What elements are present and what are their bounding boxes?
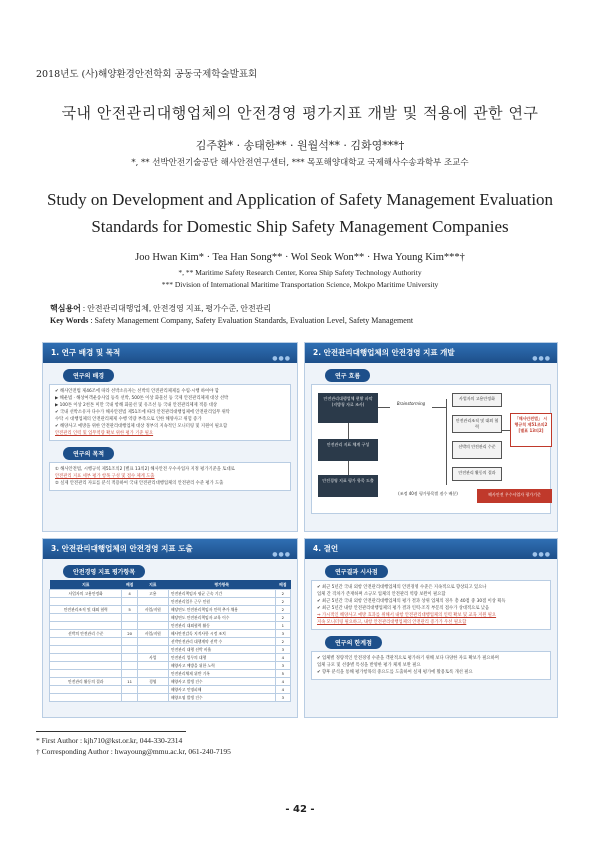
table-header-cell: 평가항목 [168,580,275,590]
finding-line: ✔ 최근 5년간 국내 외항 안전관리대행업체의 평가 결과 상위 업체의 경우 총 40점 중 30점 이상 획득 [317,599,506,604]
keywords-english-text: : Safety Management Company, Safety Evaluation Standards, Evaluation Level, Safety Management [90,316,414,325]
panel-title: 1. 연구 배경 및 목적 [51,348,121,357]
title-english [0,186,600,240]
table-cell: 5 [122,606,137,614]
table-cell [50,686,122,694]
affiliation-korean: *, ** 선박안전기술공단 해사안전연구센터, *** 목포해양대학교 국제해사수송과학부 조교수 [131,158,469,168]
subheading-purpose: 연구의 목적 [63,447,114,460]
table-cell: 안전관리 대행 선박 비율 [168,646,275,654]
finding-line: ✔ 최근 5년간 내항 안전관리대행업체의 평가 결과 인력·조직 부문의 점수가 상대적으로 낮음 [317,606,490,611]
affiliation-english-2: *** Division of International Maritime Transportation Science, Mokpo Maritime University [161,280,439,289]
table-cell [137,614,168,622]
title-korean: 국내 안전관리대행업체의 안전경영 평가지표 개발 및 적용에 관한 연구 [61,104,539,122]
table-cell: 해당연도 안전관리책임자 교육 이수 [168,614,275,622]
table-row [50,678,291,686]
table-cell: 1 [275,622,290,630]
table-cell: 사업/지원 [137,606,168,614]
table-cell [50,614,122,622]
table-cell: 선박의 안전관리 수준 [50,630,122,638]
table-cell [137,646,168,654]
flow-group-1: 사업자의 고용안정화 [452,393,502,407]
limit-line: ✔ 업체별 정량적인 안전경영 수준을 객관적으로 평가하기 위해 보다 다양한 자료 확보가 필요하며 [317,656,499,661]
table-cell: 안전관리 활동의 결과 [50,678,122,686]
table-cell [50,654,122,662]
flow-step-items: 안전경영 지표 평가 항목 도출 [318,475,378,497]
table-cell [137,662,168,670]
table-cell [122,654,137,662]
table-cell [122,646,137,654]
table-cell: 해당연도 안전관리책임자 인력 추가 채용 [168,606,275,614]
table-cell [137,598,168,606]
keywords-korean [50,303,271,314]
table-cell [122,670,137,678]
table-cell [122,686,137,694]
finding-line: ✔ 최근 5년간 국내 외항 안전관리대행업체의 안전경영 수준은 지속적으로 향상되고 있으나 [317,585,487,590]
table-cell: 3 [275,630,290,638]
page-number: - 42 - [285,804,315,815]
authors-english: Joo Hwan Kim* · Tea Han Song** · Wol Seok Won** · Hwa Young Kim***† [135,252,465,263]
finding-line: 업체 간 격차가 존재하며 소규모 업체의 안전관리 역량 보완이 필요함 [317,592,446,597]
flow-note: (조정 40점 평가항목별 점수 배분) [382,489,474,501]
table-row [50,590,291,598]
panel-header [43,343,297,363]
decorative-dots-icon: ●●● [272,355,291,362]
table-cell: 3 [275,694,290,702]
flow-group-2: 안전관리조직 및 대외 협력 [452,415,502,433]
keywords-english [50,316,413,325]
table-cell: 선박안전관리 대행계약 선박 수 [168,638,275,646]
table-row [50,694,291,702]
flow-result-red: 해사안전 우수사업자 평가기준 [477,489,552,503]
poster-panel-derivation [42,538,298,718]
keywords-english-label: Key Words [50,316,89,325]
table-header-row [50,580,291,590]
panel-header [43,539,297,559]
poster-panel-conclusion [304,538,558,718]
table-row [50,670,291,678]
subheading-limits: 연구의 한계점 [325,636,382,649]
table-cell: 안전관리 업무의 대행 [168,654,275,662]
flow-step-sublabel: (지방청 자료 조사) [331,402,365,407]
limits-box [311,651,551,680]
table-row [50,622,291,630]
table-cell [50,646,122,654]
poster-panel-background [42,342,298,532]
research-flow-diagram [311,384,551,514]
table-cell [137,670,168,678]
panel-title: 2. 안전관리대행업체의 안전경영 지표 개발 [313,348,455,357]
table-row [50,606,291,614]
table-row [50,662,291,670]
table-header-cell: 배점 [275,580,290,590]
table-cell [122,614,137,622]
flow-connector [348,423,349,439]
table-cell [122,694,137,702]
table-row [50,638,291,646]
table-cell [50,638,122,646]
table-cell: 사업/지원 [137,630,168,638]
table-cell: 2 [275,614,290,622]
purpose-line: ② 실제 안전관리 자료를 분석 적용하여 국내 안전관리대행업체의 안전관리 수준 평가 도출 [55,481,224,486]
panel-header [305,343,557,363]
table-cell: 안전관리체제 위반 기록 [168,670,275,678]
table-cell [122,598,137,606]
table-header-cell: 지표 [50,580,122,590]
flow-connector [348,461,349,475]
table-cell: 경영 [137,678,168,686]
table-cell: 5 [275,670,290,678]
table-row [50,598,291,606]
table-cell: 4 [275,654,290,662]
footnote-corresponding-author: † Corresponding Author : hwayoung@mmu.ac.kr, 061-240-7195 [36,747,231,756]
limit-line: ✔ 향후 분석을 통해 평가항목의 중요도를 도출하여 실제 평가에 활용토록 개선 필요 [317,670,473,675]
table-cell [137,622,168,630]
panel-title: 3. 안전관리대행업체의 안전경영 지표 도출 [51,544,193,553]
table-cell [137,694,168,702]
purpose-line: ① 해사안전법, 시행규칙 제51조의2 [별표 13의2] 해사안전 우수사업자 지정 평가기준을 토대로 [55,467,235,472]
table-cell: 2 [275,606,290,614]
indicator-table [49,580,291,702]
table-cell: 사업 [137,654,168,662]
flow-group-4: 안전관리 활동의 결과 [452,467,502,481]
affiliation-english-1: *, ** Maritime Safety Research Center, Korea Ship Safety Technology Authority [178,268,422,277]
background-line: 수탁 시 대행업체의 안전관리체제 수행 역량 부족으로 인한 해양사고 위험 증가 [55,417,202,422]
panel-header [305,539,557,559]
background-line: ▶ 100톤 이상 2천톤 미만 국내 항해 화물선 및 유조선 등 국내 안전관리체제 적용 대상 [55,403,218,408]
flow-step-label: 안전관리대행업체 현황 파악 [323,396,373,401]
table-cell: 2 [275,598,290,606]
table-row [50,654,291,662]
table-cell: 고용 [137,590,168,598]
table-cell: 4 [275,686,290,694]
table-cell: 20 [122,630,137,638]
table-header-cell: 지표 [137,580,168,590]
table-row [50,630,291,638]
table-cell: 4 [275,678,290,686]
purpose-line: 안전관리 지표 세부 평가 항목 구성 및 점수 체계 도출 [55,474,155,479]
table-cell [50,694,122,702]
poster-panel-indicators [304,342,558,532]
title-english-line-2: Standards for Domestic Ship Safety Management Companies [91,217,509,236]
table-cell [137,686,168,694]
background-box [49,384,291,441]
table-cell: 해양사고 인명피해 [168,686,275,694]
background-line: ✔ 해양사고 예방을 위한 안전관리대행업체 대상 정부의 지속적인 모니터링 및 지원이 필요함 [55,424,228,429]
table-row [50,614,291,622]
table-cell: 3 [275,662,290,670]
table-cell [122,662,137,670]
flow-group-3: 선박의 안전관리 수준 [452,441,502,459]
table-body [50,590,291,702]
background-line: ✔ 해사안전법 제46조에 따라 선박소유자는 선박의 안전관리체제를 수립·시행 하여야 함 [55,389,219,394]
table-cell [50,622,122,630]
table-cell [122,638,137,646]
findings-box [311,580,551,630]
indicator-table-wrap [49,580,291,702]
decorative-dots-icon: ●●● [532,355,551,362]
table-header-cell: 배점 [122,580,137,590]
table-cell: 2 [275,638,290,646]
table-cell: 4 [122,590,137,598]
flow-result: 「해사안전법」 시행규칙 제51조의2 [별표 13의2] [510,413,552,447]
keywords-korean-text: : 안전관리대행업체, 안전경영 지표, 평가수준, 안전관리 [82,304,272,313]
table-cell: 3 [275,646,290,654]
flow-connector [432,407,446,408]
footnote-divider [36,731,186,732]
limit-line: 업체 규모 및 선종별 특성을 반영한 평가 체계 보완 필요 [317,663,421,668]
background-line: ▶ 해운법 · 해상여객운송사업 등록 선박, 500톤 이상 화물선 등 국제 안전관리체제 대상 선박 [55,396,229,401]
subheading-background: 연구의 배경 [63,369,114,382]
subheading-findings: 연구결과 시사점 [325,565,388,578]
finding-line: ⇒ 가시적인 해양사고 예방 효과를 위해서 내항 안전관리대행업체의 인력 확보 및 교육 지원 필요 [317,613,497,618]
table-cell [50,598,122,606]
conference-name: 2018년도 (사)해양환경안전학회 공동국제학술발표회 [36,69,258,80]
purpose-box [49,462,291,491]
keywords-korean-label: 핵심용어 [50,304,81,313]
table-row [50,686,291,694]
finding-line: 지속 모니터링 필요하고, 내항 안전관리대행업체의 안전관리 증가가 우선 필요함 [317,620,467,625]
background-line: ✔ 국내 선박소유자 다수가 해사안전법 제51조에 따라 안전관리대행업체에 안전관리업무 위탁 [55,410,230,415]
decorative-dots-icon: ●●● [532,551,551,558]
table-cell: 해양사고 발생 건수 [168,678,275,686]
table-cell: 안전관리조직 및 대외 협력 [50,606,122,614]
flow-step-system: 안전관리 지표 체계 구성 [318,439,378,461]
table-cell: 안전관리업무 근무 인원 [168,598,275,606]
table-cell: 안전관리 대외협력 활동 [168,622,275,630]
title-english-line-1: Study on Development and Application of Safety Management Evaluation [46,190,554,209]
decorative-dots-icon: ●●● [272,551,291,558]
subheading-items: 안전경영 지표 평가항목 [63,565,145,578]
table-cell [50,662,122,670]
table-cell: 해사안전감독 지적사항 시정 조치 [168,630,275,638]
panel-title: 4. 결언 [313,544,339,553]
footnote-first-author: * First Author : kjh710@kst.or.kr, 044-330-2314 [36,736,183,745]
subheading-flow: 연구 흐름 [325,369,370,382]
table-row [50,646,291,654]
flow-step-status [318,393,378,423]
flow-brainstorm: Brainstorming [390,399,432,413]
table-cell [122,622,137,630]
table-cell [50,670,122,678]
table-cell: 해양사고 예방을 위한 노력 [168,662,275,670]
flow-connector [446,399,447,485]
table-cell: 해양오염 발생 건수 [168,694,275,702]
table-cell: 안전관리책임자 평균 근속 기간 [168,590,275,598]
table-cell: 2 [275,590,290,598]
authors-korean: 김주환* · 송태한** · 원월석** · 김화영***† [195,139,405,152]
table-cell [137,638,168,646]
background-line: 안전관리 인력 및 업무역량 확보 위한 평가 기준 필요 [55,431,154,436]
table-cell: 사업자의 고용안정화 [50,590,122,598]
table-cell: 11 [122,678,137,686]
